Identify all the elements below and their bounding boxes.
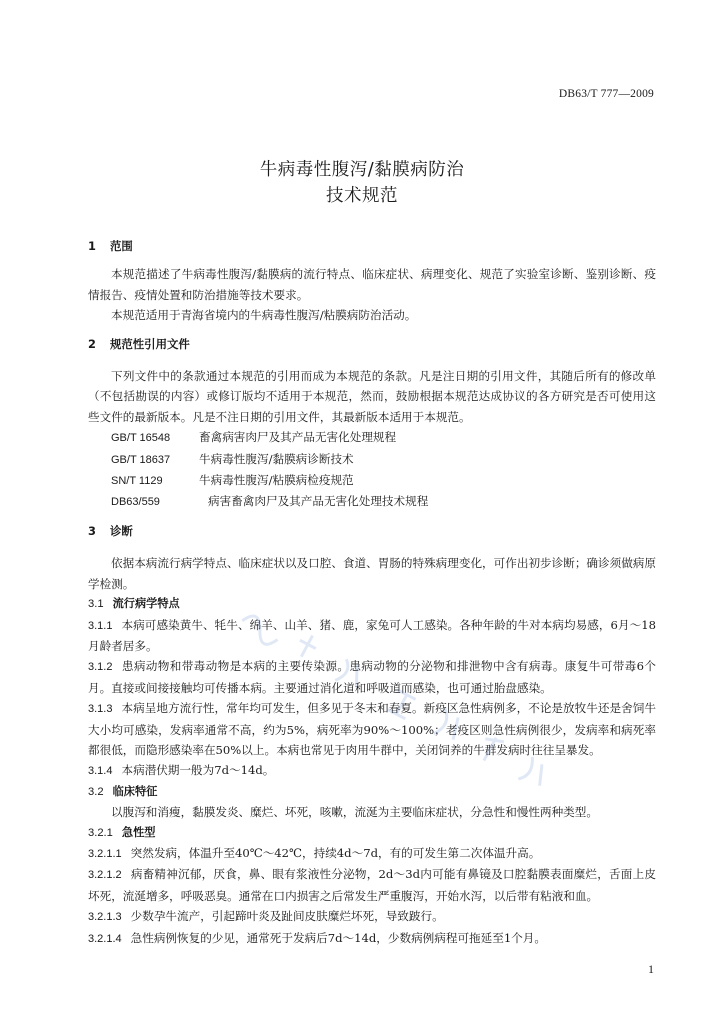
paragraph: 下列文件中的条款通过本规范的引用而成为本规范的条款。凡是注日期的引用文件，其随后所有的修改单（不包括勘误的内容）或修订版均不适用于本规范，然而，鼓励根据本规范达成协议的各方研究是否可使用这些文件的最新版本。凡是不注日期的引用文件，其最新版本适用于本规范。 <box>88 369 656 424</box>
section-heading-diagnosis <box>88 521 656 541</box>
reference-code: SN/T 1129 <box>111 475 163 488</box>
section-number: 1 <box>88 239 96 253</box>
clause <box>88 656 656 698</box>
clause <box>88 615 656 657</box>
subsection-number: 3.2 <box>88 785 104 798</box>
clause-number: 3.2.1.2 <box>88 869 122 882</box>
document-body <box>88 236 656 949</box>
reference-title: 畜禽病害肉尸及其产品无害化处理规程 <box>199 430 397 445</box>
reference-title: 牛病毒性腹泻/粘膜病检疫规范 <box>199 473 354 488</box>
reference-item <box>88 449 656 470</box>
clause-text: 突然发病，体温升至40℃～42℃，持续4d～7d，有的可发生第二次体温升高。 <box>130 845 541 860</box>
paragraph: 依据本病流行病学特点、临床症状以及口腔、食道、胃肠的特殊病理变化，可作出初步诊断；确诊须做病原学检测。 <box>88 556 656 591</box>
reference-item <box>88 470 656 491</box>
subsection-title: 急性型 <box>121 825 156 839</box>
reference-title: 牛病毒性腹泻/黏膜病诊断技术 <box>199 451 354 466</box>
subsection-number: 3.2.1 <box>88 826 113 839</box>
reference-item <box>88 427 656 448</box>
reference-code: DB63/559 <box>111 496 160 509</box>
document-title: 牛病毒性腹泻/黏膜病防治 <box>259 160 465 180</box>
clause-number: 3.1.3 <box>88 703 113 716</box>
clause-number: 3.1.2 <box>88 661 113 674</box>
paragraph: 本规范描述了牛病毒性腹泻/黏膜病的流行特点、临床症状、病理变化、规范了实验室诊断、鉴别诊断、疫情报告、疫情处置和防治措施等技术要求。 <box>88 267 656 302</box>
section-heading-scope <box>88 236 656 256</box>
clause <box>88 864 656 906</box>
paragraph: 本规范适用于青海省境内的牛病毒性腹泻/粘膜病防治活动。 <box>111 308 417 323</box>
clause-number: 3.2.1.1 <box>88 847 122 860</box>
clause-number: 3.1.1 <box>88 619 113 632</box>
clause-number: 3.2.1.3 <box>88 911 122 924</box>
clause <box>88 698 656 760</box>
paragraph: 以腹泻和消瘦，黏膜发炎、糜烂、坏死，咳嗽，流涎为主要临床症状，分急性和慢性两种类型。 <box>111 805 598 820</box>
clause-text: 本病呈地方流行性，常年均可发生，但多见于冬末和春夏。新疫区急性病例多，不论是放牧牛还是舍饲牛大小均可感染，发病率通常不高，约为5%，病死率为90%～100%；老疫区则急性病例很少，发病率和病死率都很低，而隐形感染率在50%以上。本病也常见于肉用牛群中，关闭饲养的牛群发病时往往呈暴发。 <box>88 701 656 757</box>
subsection-number: 3.1 <box>88 598 104 611</box>
clause <box>88 906 656 927</box>
clause <box>88 928 656 949</box>
clause-text: 本病潜伏期一般为7d～14d。 <box>121 763 275 778</box>
section-title: 诊断 <box>110 523 133 538</box>
clause-text: 急性病例恢复的少见，通常死于发病后7d～14d，少数病例病程可拖延至1个月。 <box>130 930 546 945</box>
subsection-heading <box>88 594 656 614</box>
document-subtitle: 技术规范 <box>326 186 398 206</box>
reference-code: GB/T 16548 <box>111 432 171 445</box>
subsection-heading <box>88 782 656 802</box>
subsection-title: 流行病学特点 <box>112 597 180 611</box>
standard-code: DB63/T 777—2009 <box>558 88 654 100</box>
section-title: 规范性引用文件 <box>110 336 190 351</box>
section-title: 范围 <box>110 239 133 253</box>
clause-text: 患病动物和带毒动物是本病的主要传染源。患病动物的分泌物和排泄物中含有病毒。康复牛可带毒6个月。直接或间接接触均可传播本病。主要通过消化道和呼吸道而感染，也可通过胎盘感染。 <box>88 659 656 695</box>
clause-text: 病畜精神沉郁，厌食，鼻、眼有浆液性分泌物，2d～3d内可能有鼻镜及口腔黏膜表面糜烂，舌面上皮坏死，流涎增多，呼吸恶臭。通常在口内损害之后常发生严重腹泻，开始水泻，以后带有粘液和血。 <box>88 867 656 903</box>
clause <box>88 843 656 864</box>
reference-title: 病害畜禽肉尸及其产品无害化处理技术规程 <box>208 494 429 509</box>
section-number: 3 <box>88 523 96 538</box>
clause-number: 3.2.1.4 <box>88 932 122 945</box>
clause-text: 本病可感染黄牛、牦牛、绵羊、山羊、猪、鹿，家兔可人工感染。各种年龄的牛对本病均易感，6月～18月龄者居多。 <box>88 617 656 653</box>
clause <box>88 760 656 781</box>
section-number: 2 <box>88 336 96 351</box>
section-heading-normative-references <box>88 334 656 354</box>
subsection-heading <box>88 823 656 843</box>
reference-item <box>88 491 656 512</box>
reference-code: GB/T 18637 <box>111 453 171 466</box>
clause-number: 3.1.4 <box>88 765 113 778</box>
page-number: 1 <box>648 962 654 976</box>
subsection-title: 临床特征 <box>112 784 158 798</box>
clause-text: 少数孕牛流产，引起蹄叶炎及趾间皮肤糜烂坏死，导致跛行。 <box>130 909 444 924</box>
